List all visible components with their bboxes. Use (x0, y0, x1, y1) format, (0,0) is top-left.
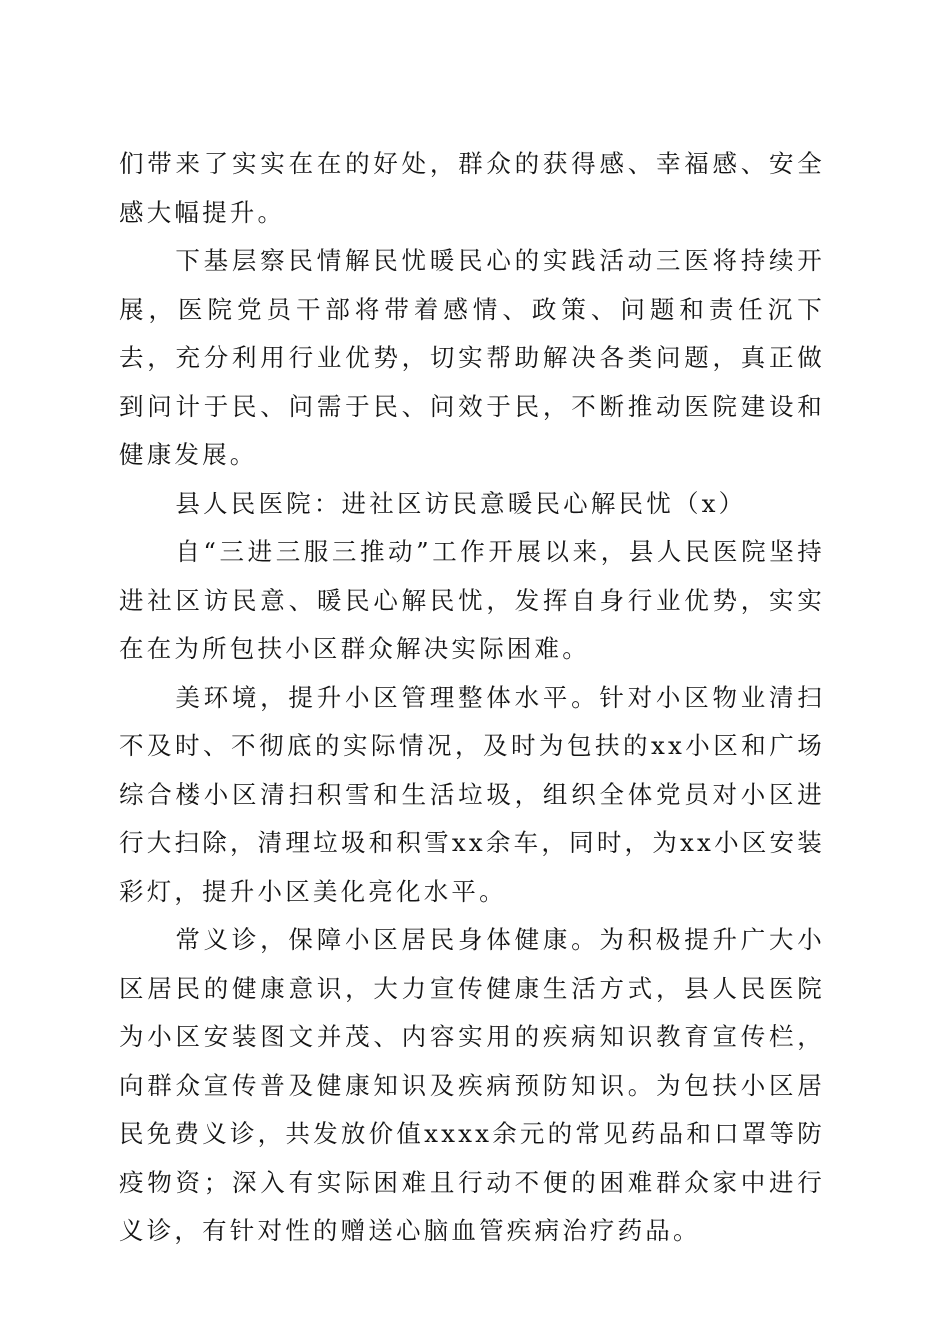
paragraph-practice-activity: 下基层察民情解民忧暖民心的实践活动三医将持续开展，医院党员干部将带着感情、政策、问题和责任沉下去，充分利用行业优势，切实帮助解决各类问题，真正做到问计于民、问需于民、问效于民，不断推动医院建设和健康发展。 (119, 246, 825, 469)
paragraph-environment: 美环境，提升小区管理整体水平。针对小区物业清扫不及时、不彻底的实际情况，及时为包扶的xx小区和广场综合楼小区清扫积雪和生活垃圾，组织全体党员对小区进行大扫除，清理垃圾和积雪xx余车，同时，为xx小区安装彩灯，提升小区美化亮化水平。 (119, 682, 825, 906)
paragraph-continuation: 们带来了实实在在的好处，群众的获得感、幸福感、安全感大幅提升。 (119, 149, 825, 227)
paragraph-clinic: 常义诊，保障小区居民身体健康。为积极提升广大小区居民的健康意识，大力宣传健康生活方式，县人民医院为小区安装图文并茂、内容实用的疾病知识教育宣传栏，向群众宣传普及健康知识及疾病预防知识。为包扶小区居民免费义诊，共发放价值xxxx余元的常见药品和口罩等防疫物资；深入有实际困难且行动不便的困难群众家中进行义诊，有针对性的赠送心脑血管疾病治疗药品。 (119, 925, 825, 1245)
section-heading: 县人民医院：进社区访民意暖民心解民忧（x） (175, 488, 747, 518)
paragraph-intro: 自“三进三服三推动”工作开展以来，县人民医院坚持进社区访民意、暖民心解民忧，发挥自身行业优势，实实在在为所包扶小区群众解决实际困难。 (119, 537, 825, 663)
document-body (119, 140, 825, 1256)
